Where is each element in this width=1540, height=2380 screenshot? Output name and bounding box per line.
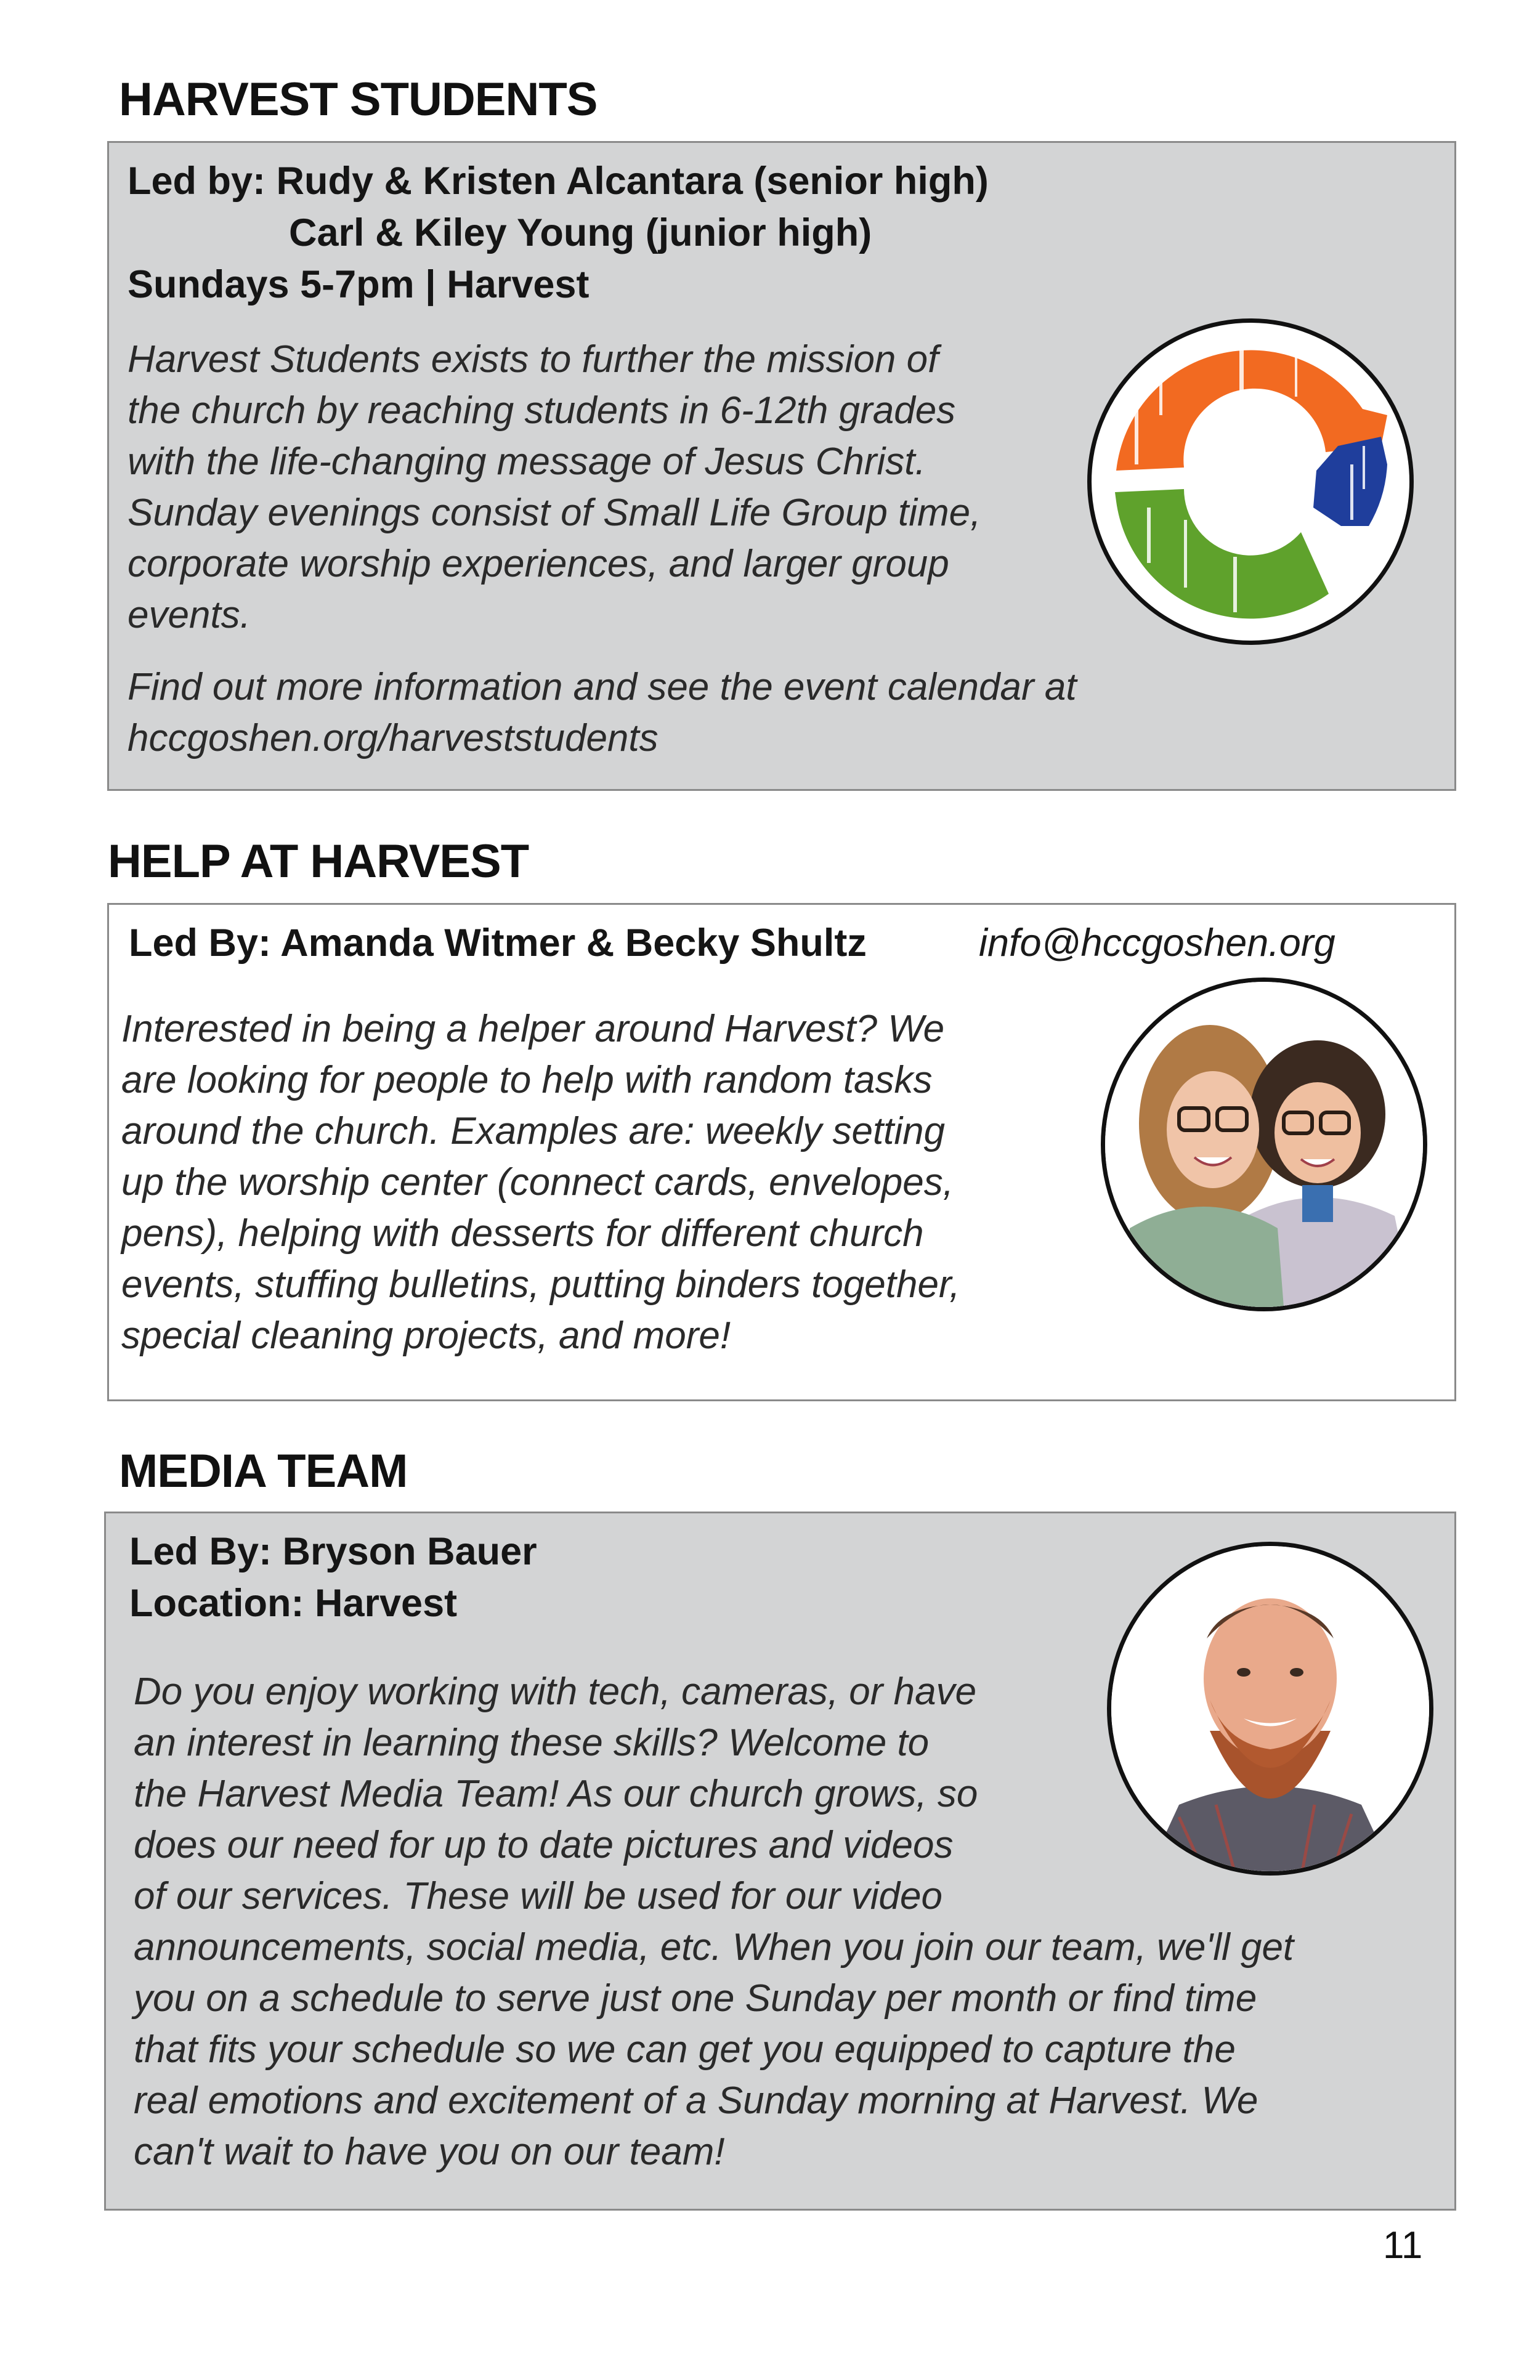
text-line: an interest in learning these skills? Welcome to bbox=[134, 1722, 930, 1764]
help-leaders: Led By: Amanda Witmer & Becky Shultz bbox=[129, 921, 867, 965]
text-line: announcements, social media, etc. When you join our team, we'll get bbox=[134, 1926, 1294, 1969]
text-line: can't wait to have you on our team! bbox=[134, 2131, 725, 2173]
students-more-info bbox=[128, 662, 1077, 764]
harvest-students-logo-icon bbox=[1087, 318, 1414, 645]
link-text[interactable]: hccgoshen.org/harveststudents bbox=[128, 717, 659, 759]
text-line: Interested in being a helper around Harvest? We bbox=[121, 1008, 945, 1050]
logo-graphic-icon bbox=[1092, 323, 1409, 641]
leader-photo-icon bbox=[1107, 1542, 1433, 1876]
section-heading-media-team: MEDIA TEAM bbox=[119, 1445, 408, 1497]
text-line: you on a schedule to serve just one Sunday per month or find time bbox=[134, 1977, 1257, 2020]
text-line: does our need for up to date pictures and videos bbox=[134, 1824, 954, 1866]
text-line: real emotions and excitement of a Sunday morning at Harvest. We bbox=[134, 2079, 1258, 2122]
text-line: Sunday evenings consist of Small Life Group time, bbox=[128, 492, 981, 534]
text-line: the church by reaching students in 6-12th grades bbox=[128, 389, 956, 432]
text-line: with the life-changing message of Jesus Christ. bbox=[128, 440, 926, 483]
page-number: 11 bbox=[1383, 2224, 1423, 2267]
media-leaders: Led By: Bryson Bauer bbox=[129, 1530, 537, 1573]
text-line: corporate worship experiences, and larger group bbox=[128, 543, 949, 585]
section-heading-help-at-harvest: HELP AT HARVEST bbox=[108, 835, 529, 888]
text-line: events, stuffing bulletins, putting binders together, bbox=[121, 1263, 960, 1306]
harvest-students-box bbox=[107, 141, 1456, 791]
media-location: Location: Harvest bbox=[129, 1582, 458, 1625]
text-line: of our services. These will be used for our video bbox=[134, 1875, 942, 1917]
help-at-harvest-box bbox=[107, 903, 1456, 1401]
text-line: events. bbox=[128, 594, 251, 636]
students-leaders-line1: Led by: Rudy & Kristen Alcantara (senior high) bbox=[128, 160, 989, 203]
two-women-portrait-icon bbox=[1105, 982, 1423, 1307]
students-schedule: Sundays 5-7pm | Harvest bbox=[128, 263, 590, 306]
text-line: Harvest Students exists to further the mission of bbox=[128, 338, 939, 381]
media-team-box bbox=[104, 1512, 1456, 2211]
students-leaders-line2: Carl & Kiley Young (junior high) bbox=[289, 211, 872, 254]
text-line: Find out more information and see the event calendar at bbox=[128, 666, 1077, 708]
text-line: the Harvest Media Team! As our church grows, so bbox=[134, 1773, 978, 1815]
man-portrait-icon bbox=[1111, 1546, 1429, 1871]
help-email-link[interactable]: info@hccgoshen.org bbox=[979, 921, 1335, 965]
text-line: up the worship center (connect cards, envelopes, bbox=[121, 1161, 954, 1204]
section-heading-harvest-students: HARVEST STUDENTS bbox=[119, 73, 598, 126]
text-line: Do you enjoy working with tech, cameras, or have bbox=[134, 1670, 977, 1713]
text-line: that fits your schedule so we can get you equipped to capture the bbox=[134, 2028, 1236, 2071]
leaders-photo-icon bbox=[1101, 977, 1427, 1311]
text-line: special cleaning projects, and more! bbox=[121, 1314, 731, 1357]
help-description bbox=[121, 1003, 960, 1361]
text-line: around the church. Examples are: weekly setting bbox=[121, 1110, 946, 1152]
text-line: pens), helping with desserts for different church bbox=[121, 1212, 924, 1255]
text-line: are looking for people to help with random tasks bbox=[121, 1059, 933, 1101]
students-description bbox=[128, 334, 981, 641]
